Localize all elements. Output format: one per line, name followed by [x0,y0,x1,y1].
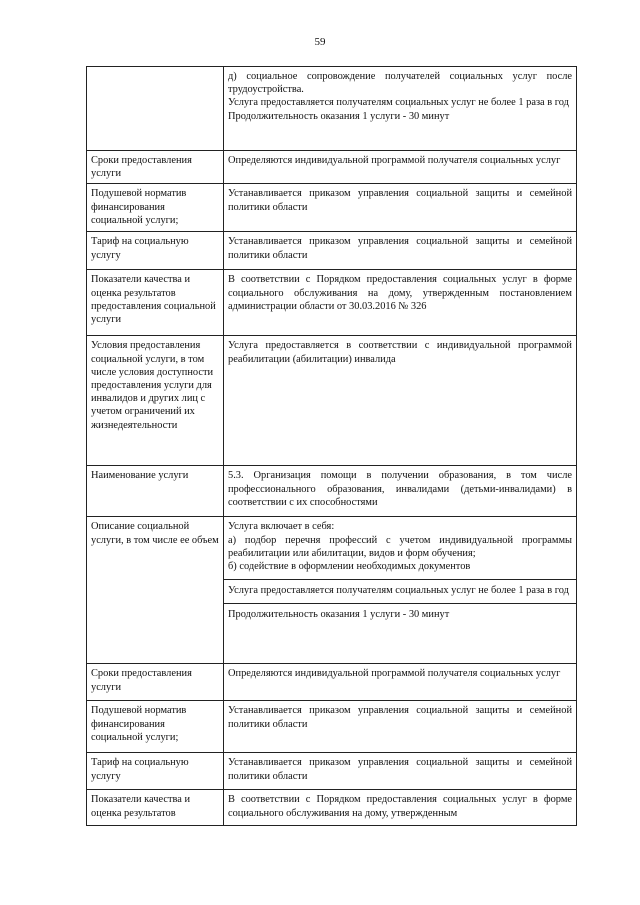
sub-cell: Услуга предоставляется получателям социальных услуг не более 1 раза в год [224,579,576,597]
table-row [87,67,577,151]
cell-text: Услуга предоставляется получателям социальных услуг не более 1 раза в год [228,97,569,109]
left-cell: Тариф на социальную услугу [87,753,224,790]
left-cell [87,67,224,151]
table-row [87,701,577,753]
right-cell: Устанавливается приказом управления социальной защиты и семейной политики области [224,701,577,753]
table-row [87,232,577,270]
right-cell: Услуга предоставляется в соответствии с индивидуальной программой реабилитации (абилитации) инвалида [224,336,577,466]
right-cell: Устанавливается приказом управления социальной защиты и семейной политики области [224,184,577,232]
table-row [87,517,577,664]
sub-cell: Продолжительность оказания 1 услуги - 30 минут [224,603,576,621]
left-cell: Сроки предоставления услуги [87,664,224,701]
table-row [87,270,577,336]
table-row [87,336,577,466]
page-number: 59 [314,36,326,48]
left-cell: Подушевой норматив финансирования социальной услуги; [87,184,224,232]
right-cell: Устанавливается приказом управления социальной защиты и семейной политики области [224,753,577,790]
right-cell: Определяются индивидуальной программой получателя социальных услуг [224,664,577,701]
left-cell: Подушевой норматив финансирования социальной услуги; [87,701,224,753]
right-cell: В соответствии с Порядком предоставления социальных услуг в форме социального обслуживания на дому, утвержденным постановлением администрации области от 30.03.2016 № 326 [224,270,577,336]
left-cell: Сроки предоставления услуги [87,151,224,184]
right-cell: 5.3. Организация помощи в получении образования, в том числе профессионального образования, инвалидами (детьми-инвалидами) в соответствии с их способностями [224,466,577,517]
right-cell: Определяются индивидуальной программой получателя социальных услуг [224,151,577,184]
right-cell: В соответствии с Порядком предоставления социальных услуг в форме социального обслуживания на дому, утвержденным [224,790,577,826]
left-cell: Показатели качества и оценка результатов [87,790,224,826]
table-row [87,466,577,517]
right-cell: Устанавливается приказом управления социальной защиты и семейной политики области [224,232,577,270]
cell-text: Услуга включает в себя: [228,521,335,533]
services-table [86,66,577,826]
table-row [87,664,577,701]
cell-text: а) подбор перечня профессий с учетом индивидуальной программы реабилитации или абилитации, видов и форм обучения; [228,534,572,559]
left-cell: Тариф на социальную услугу [87,232,224,270]
cell-text: Продолжительность оказания 1 услуги - 30 минут [228,110,450,122]
right-cell [224,67,577,151]
left-cell: Условия предоставления социальной услуги, в том числе условия доступности предоставления услуги для инвалидов и других лиц с учетом ограничений их жизнедеятельности [87,336,224,466]
table-row [87,753,577,790]
table-row [87,790,577,826]
table-row [87,184,577,232]
right-cell [224,517,577,664]
left-cell: Показатели качества и оценка результатов предоставления социальной услуги [87,270,224,336]
cell-text: б) содействие в оформлении необходимых документов [228,561,471,573]
table-row [87,151,577,184]
left-cell: Описание социальной услуги, в том числе ее объем [87,517,224,664]
left-cell: Наименование услуги [87,466,224,517]
cell-text: д) социальное сопровождение получателей социальных услуг после трудоустройства. [228,71,572,96]
